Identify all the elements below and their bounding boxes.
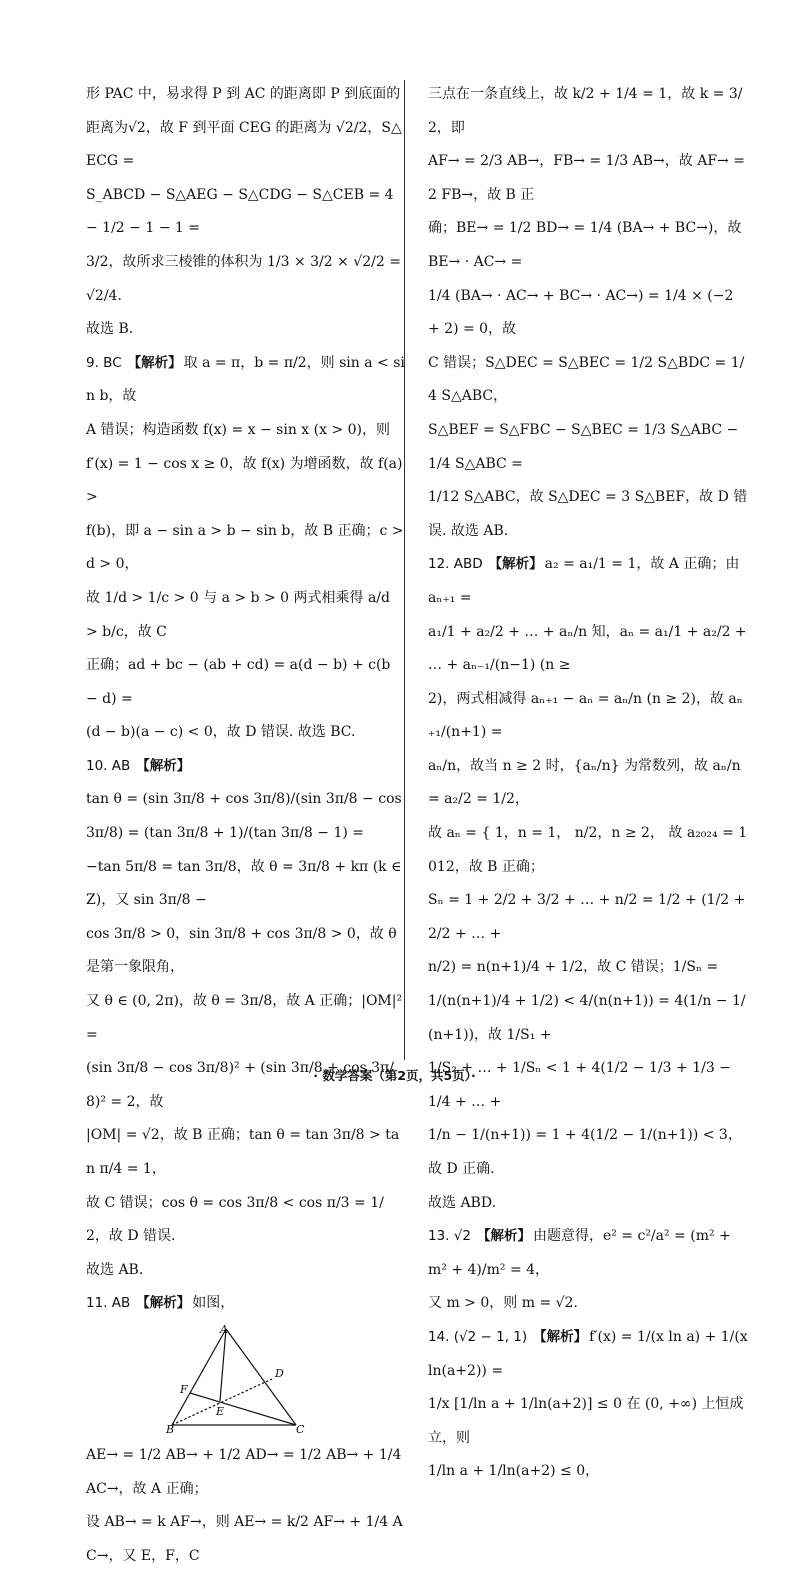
vertex-label-b: B bbox=[166, 1422, 175, 1436]
text-line: a₂ = a₁/1 = 1，故 A 正确；由 aₙ₊₁ = bbox=[428, 556, 740, 606]
text-line: 正确；ad + bc − (ab + cd) = a(d − b) + c(b − d) = bbox=[86, 657, 391, 707]
text-line: 又 θ ∈ (0, 2π)，故 θ = 3π/8，故 A 正确；|OM|² = bbox=[86, 993, 403, 1043]
text-line: 设 AB→ = k AF→，则 AE→ = k/2 AF→ + 1/4 AC→，又 E，F，C bbox=[86, 1514, 403, 1564]
answer-conclusion: 故选 ABD. bbox=[428, 1194, 497, 1211]
question-10 bbox=[86, 750, 406, 1288]
text-line: 1/4 (BA→ · AC→ + BC→ · AC→) = 1/4 × (−2 + 2) = 0，故 bbox=[428, 287, 734, 338]
text-line: 1/ln a + 1/ln(a+2) ≤ 0， bbox=[428, 1463, 600, 1480]
text-line: 故 aₙ = { 1，n = 1， n/2，n ≥ 2， 故 a₂₀₂₄ = 1 012，故 B 正确； bbox=[428, 825, 748, 875]
question-11-continued bbox=[428, 78, 748, 548]
analysis-tag: 【解析】 bbox=[136, 1295, 191, 1312]
text-line: 故 1/d > 1/c > 0 与 a > b > 0 两式相乘得 a/d > b/c，故 C bbox=[86, 589, 390, 640]
text-line: 三点在一条直线上，故 k/2 + 1/4 = 1，故 k = 3/2，即 bbox=[428, 86, 743, 136]
question-number: 11. AB bbox=[86, 1295, 131, 1312]
triangle-figure bbox=[166, 1322, 308, 1436]
text-line: 如图， bbox=[192, 1295, 235, 1312]
text-line: 1/x [1/ln a + 1/ln(a+2)] ≤ 0 在 (0, +∞) 上恒成立，则 bbox=[428, 1396, 744, 1446]
question-number: 12. ABD bbox=[428, 556, 483, 573]
text-line: f(b)，即 a − sin a > b − sin b，故 B 正确；c > d > 0， bbox=[86, 522, 404, 573]
text-line: 故 C 错误；cos θ = cos 3π/8 < cos π/3 = 1/2，故 D 错误. bbox=[86, 1194, 384, 1245]
question-11 bbox=[86, 1287, 406, 1573]
text-line: 2)，两式相减得 aₙ₊₁ − aₙ = aₙ/n (n ≥ 2)，故 aₙ₊₁/(n+1) = bbox=[428, 690, 743, 741]
analysis-tag: 【解析】 bbox=[533, 1328, 588, 1345]
text-line: 1/S₂ + … + 1/Sₙ < 1 + 4(1/2 − 1/3 + 1/3 − 1/4 + … + bbox=[428, 1060, 731, 1110]
text-line: (sin 3π/8 − cos 3π/8)² + (sin 3π/8 + cos 3π/8)² = 2，故 bbox=[86, 1060, 394, 1110]
text-line: C 错误；S△DEC = S△BEC = 1/2 S△BDC = 1/4 S△ABC， bbox=[428, 354, 745, 405]
vertex-label-c: C bbox=[296, 1422, 305, 1436]
question-number: 10. AB bbox=[86, 757, 131, 774]
text-line: n/2) = n(n+1)/4 + 1/2，故 C 错误；1/Sₙ = bbox=[428, 959, 719, 976]
text-line: 形 PAC 中，易求得 P 到 AC 的距离即 P 到底面的 bbox=[86, 86, 401, 102]
text-line: tan θ = (sin 3π/8 + cos 3π/8)/(sin 3π/8 − cos 3π/8) = (tan 3π/8 + 1)/(tan 3π/8 − 1) = bbox=[86, 791, 402, 842]
answer-conclusion: 1/12 S△ABC，故 S△DEC = 3 S△BEF，故 D 错误. 故选 AB. bbox=[428, 489, 748, 539]
text-line: S△BEF = S△FBC − S△BEC = 1/3 S△ABC − 1/4 S△ABC = bbox=[428, 421, 739, 472]
question-14 bbox=[428, 1321, 748, 1489]
right-column bbox=[428, 78, 748, 1489]
question-9 bbox=[86, 347, 406, 750]
text-line: 取 a = π，b = π/2，则 sin a < sin b，故 bbox=[86, 354, 405, 405]
point-label-f: F bbox=[180, 1382, 188, 1396]
left-column bbox=[86, 78, 406, 1573]
answer-conclusion: 故选 AB. bbox=[86, 1261, 144, 1278]
text-line: −tan 5π/8 = tan 3π/8，故 θ = 3π/8 + kπ (k ∈ Z)，又 sin 3π/8 − bbox=[86, 858, 402, 909]
point-label-e: E bbox=[216, 1404, 225, 1418]
text-line: AE→ = 1/2 AB→ + 1/2 AD→ = 1/2 AB→ + 1/4 AC→，故 A 正确； bbox=[86, 1446, 402, 1497]
text-line: |OM| = √2，故 B 正确；tan θ = tan 3π/8 > tan π/4 = 1， bbox=[86, 1127, 400, 1177]
text-line: cos 3π/8 > 0，sin 3π/8 + cos 3π/8 > 0，故 θ 是第一象限角， bbox=[86, 925, 397, 976]
text-line: aₙ/n，故当 n ≥ 2 时，{aₙ/n} 为常数列，故 aₙ/n = a₂/2 = 1/2， bbox=[428, 757, 741, 808]
text-line: f′(x) = 1/(x ln a) + 1/(x ln(a+2)) = bbox=[428, 1328, 748, 1379]
analysis-tag: 【解析】 bbox=[127, 354, 182, 371]
text-line: 确；BE→ = 1/2 BD→ = 1/4 (BA→ + BC→)，故 BE→ · AC→ = bbox=[428, 220, 742, 270]
text-line: f′(x) = 1 − cos x ≥ 0，故 f(x) 为增函数，故 f(a) > bbox=[86, 455, 403, 506]
analysis-tag: 【解析】 bbox=[136, 757, 191, 774]
text-line: 3/2，故所求三棱锥的体积为 1/3 × 3/2 × √2/2 = √2/4. bbox=[86, 253, 401, 304]
answer-conclusion: 故选 B. bbox=[86, 321, 134, 338]
text-line: 1/(n(n+1)/4 + 1/2) < 4/(n(n+1)) = 4(1/n − 1/(n+1))，故 1/S₁ + bbox=[428, 993, 746, 1043]
text-line: 距离为√2，故 F 到平面 CEG 的距离为 √2/2，S△ECG = bbox=[86, 119, 402, 170]
question-number: 9. BC bbox=[86, 354, 122, 371]
text-line: a₁/1 + a₂/2 + … + aₙ/n 知，aₙ = a₁/1 + a₂/2 + … + aₙ₋₁/(n−1) (n ≥ bbox=[428, 623, 747, 674]
question-12 bbox=[428, 548, 748, 1220]
question-13 bbox=[428, 1220, 748, 1321]
segment-ae bbox=[220, 1329, 226, 1401]
text-line: (d − b)(a − c) < 0，故 D 错误. 故选 BC. bbox=[86, 724, 356, 741]
segment-ac bbox=[226, 1329, 296, 1425]
analysis-tag: 【解析】 bbox=[488, 556, 543, 573]
question-number: 14. (√2 − 1, 1) bbox=[428, 1328, 528, 1345]
text-line: S_ABCD − S△AEG − S△CDG − S△CEB = 4 − 1/2 − 1 − 1 = bbox=[86, 186, 394, 237]
vertex-label-a: A bbox=[220, 1322, 228, 1336]
text-line: A 错误；构造函数 f(x) = x − sin x (x > 0)，则 bbox=[86, 421, 391, 438]
text-line: AF→ = 2/3 AB→，FB→ = 1/3 AB→，故 AF→ = 2 FB→，故 B 正 bbox=[428, 153, 745, 203]
question-number: 13. √2 bbox=[428, 1228, 471, 1245]
text-line: 1/n − 1/(n+1)) = 1 + 4(1/2 − 1/(n+1)) < 3，故 D 正确. bbox=[428, 1127, 742, 1177]
text-line: 由题意得，e² = c²/a² = (m² + m² + 4)/m² = 4， bbox=[428, 1228, 731, 1278]
text-line: Sₙ = 1 + 2/2 + 3/2 + … + n/2 = 1/2 + (1/2 + 2/2 + … + bbox=[428, 892, 746, 942]
text-line: 又 m > 0，则 m = √2. bbox=[428, 1295, 578, 1312]
point-label-d: D bbox=[275, 1366, 284, 1380]
page-footer: · 数学答案（第2页，共5页）· bbox=[313, 1068, 476, 1083]
analysis-tag: 【解析】 bbox=[476, 1228, 531, 1245]
